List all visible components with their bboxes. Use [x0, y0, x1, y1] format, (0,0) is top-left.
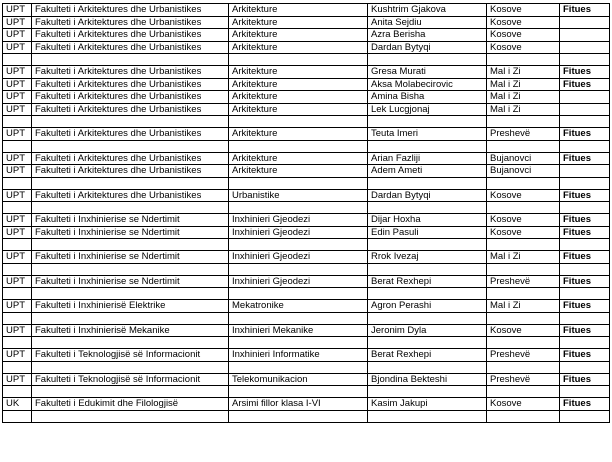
- table-row: [3, 91, 610, 104]
- country-cell: Mal i Zi: [487, 300, 560, 313]
- faculty-cell: Fakulteti i Inxhinierise se Ndertimit: [32, 214, 229, 227]
- table-row: [3, 386, 610, 398]
- table-row: [3, 349, 610, 362]
- university-cell: UPT: [3, 91, 32, 104]
- faculty-cell: [32, 177, 229, 189]
- program-cell: Urbanistike: [229, 189, 368, 202]
- table-row: [3, 140, 610, 152]
- student-name-cell: Dardan Bytyqi: [368, 189, 487, 202]
- table-row: [3, 165, 610, 178]
- country-cell: Mal i Zi: [487, 103, 560, 116]
- faculty-cell: [32, 361, 229, 373]
- university-cell: UPT: [3, 16, 32, 29]
- student-name-cell: Gresa Murati: [368, 66, 487, 79]
- university-cell: UPT: [3, 373, 32, 386]
- table-row: [3, 324, 610, 337]
- status-cell: [560, 16, 610, 29]
- program-cell: [229, 239, 368, 251]
- status-cell: Fitues: [560, 78, 610, 91]
- status-cell: Fitues: [560, 226, 610, 239]
- program-cell: Arsimi fillor klasa I-VI: [229, 398, 368, 411]
- university-cell: [3, 410, 32, 422]
- university-cell: UPT: [3, 66, 32, 79]
- status-cell: Fitues: [560, 251, 610, 264]
- university-cell: UPT: [3, 324, 32, 337]
- faculty-cell: Fakulteti i Arkitektures dhe Urbanistikes: [32, 189, 229, 202]
- student-name-cell: [368, 239, 487, 251]
- program-cell: Inxhinieri Mekanike: [229, 324, 368, 337]
- program-cell: [229, 116, 368, 128]
- table-row: [3, 66, 610, 79]
- table-row: [3, 16, 610, 29]
- faculty-cell: Fakulteti i Arkitektures dhe Urbanistikes: [32, 4, 229, 17]
- student-name-cell: Lek Lucgjonaj: [368, 103, 487, 116]
- country-cell: Preshevë: [487, 275, 560, 288]
- country-cell: [487, 386, 560, 398]
- country-cell: [487, 54, 560, 66]
- student-name-cell: Jeronim Dyla: [368, 324, 487, 337]
- university-cell: [3, 337, 32, 349]
- faculty-cell: Fakulteti i Inxhinierisë Mekanike: [32, 324, 229, 337]
- program-cell: Arkitekture: [229, 66, 368, 79]
- table-row: [3, 78, 610, 91]
- faculty-cell: Fakulteti i Arkitektures dhe Urbanistikes: [32, 103, 229, 116]
- student-name-cell: Berat Rexhepi: [368, 349, 487, 362]
- university-cell: [3, 140, 32, 152]
- country-cell: Mal i Zi: [487, 66, 560, 79]
- university-cell: [3, 177, 32, 189]
- faculty-cell: [32, 263, 229, 275]
- university-cell: [3, 361, 32, 373]
- country-cell: [487, 337, 560, 349]
- program-cell: Arkitekture: [229, 29, 368, 42]
- faculty-cell: Fakulteti i Teknologjisë së Informacionit: [32, 373, 229, 386]
- university-cell: UPT: [3, 251, 32, 264]
- university-cell: UPT: [3, 78, 32, 91]
- table-row: [3, 189, 610, 202]
- table-row: [3, 398, 610, 411]
- university-cell: UPT: [3, 189, 32, 202]
- status-cell: [560, 91, 610, 104]
- faculty-cell: Fakulteti i Arkitektures dhe Urbanistikes: [32, 41, 229, 54]
- country-cell: Kosove: [487, 29, 560, 42]
- results-table-body: [3, 4, 610, 423]
- faculty-cell: Fakulteti i Teknologjisë së Informacionit: [32, 349, 229, 362]
- program-cell: Arkitekture: [229, 4, 368, 17]
- status-cell: [560, 361, 610, 373]
- table-row: [3, 288, 610, 300]
- program-cell: Inxhinieri Gjeodezi: [229, 226, 368, 239]
- country-cell: [487, 410, 560, 422]
- student-name-cell: Anita Sejdiu: [368, 16, 487, 29]
- faculty-cell: Fakulteti i Inxhinierisë Elektrike: [32, 300, 229, 313]
- table-row: [3, 4, 610, 17]
- table-row: [3, 116, 610, 128]
- status-cell: Fitues: [560, 66, 610, 79]
- university-cell: UPT: [3, 128, 32, 141]
- university-cell: [3, 288, 32, 300]
- program-cell: Arkitekture: [229, 41, 368, 54]
- program-cell: Arkitekture: [229, 165, 368, 178]
- program-cell: [229, 202, 368, 214]
- status-cell: [560, 177, 610, 189]
- faculty-cell: [32, 337, 229, 349]
- university-cell: UPT: [3, 29, 32, 42]
- country-cell: Kosove: [487, 4, 560, 17]
- table-row: [3, 337, 610, 349]
- university-cell: UPT: [3, 300, 32, 313]
- faculty-cell: [32, 288, 229, 300]
- table-row: [3, 239, 610, 251]
- faculty-cell: Fakulteti i Arkitektures dhe Urbanistikes: [32, 16, 229, 29]
- student-name-cell: [368, 177, 487, 189]
- university-cell: [3, 202, 32, 214]
- status-cell: Fitues: [560, 4, 610, 17]
- faculty-cell: Fakulteti i Arkitektures dhe Urbanistikes: [32, 165, 229, 178]
- faculty-cell: Fakulteti i Arkitektures dhe Urbanistikes: [32, 78, 229, 91]
- status-cell: [560, 103, 610, 116]
- country-cell: Preshevë: [487, 349, 560, 362]
- student-name-cell: Dardan Bytyqi: [368, 41, 487, 54]
- country-cell: Mal i Zi: [487, 251, 560, 264]
- country-cell: Kosove: [487, 41, 560, 54]
- program-cell: Telekomunikacion: [229, 373, 368, 386]
- status-cell: [560, 140, 610, 152]
- university-cell: UPT: [3, 214, 32, 227]
- status-cell: Fitues: [560, 398, 610, 411]
- university-cell: UPT: [3, 349, 32, 362]
- country-cell: Preshevë: [487, 373, 560, 386]
- country-cell: [487, 361, 560, 373]
- student-name-cell: Dijar Hoxha: [368, 214, 487, 227]
- status-cell: [560, 410, 610, 422]
- table-row: [3, 214, 610, 227]
- status-cell: [560, 312, 610, 324]
- faculty-cell: Fakulteti i Arkitektures dhe Urbanistikes: [32, 66, 229, 79]
- student-name-cell: [368, 116, 487, 128]
- program-cell: [229, 386, 368, 398]
- student-name-cell: [368, 410, 487, 422]
- student-name-cell: Aksa Molabecirovic: [368, 78, 487, 91]
- status-cell: [560, 116, 610, 128]
- faculty-cell: Fakulteti i Arkitektures dhe Urbanistikes: [32, 128, 229, 141]
- faculty-cell: [32, 54, 229, 66]
- faculty-cell: [32, 239, 229, 251]
- country-cell: Bujanovci: [487, 165, 560, 178]
- faculty-cell: [32, 202, 229, 214]
- status-cell: Fitues: [560, 189, 610, 202]
- program-cell: [229, 361, 368, 373]
- program-cell: Arkitekture: [229, 91, 368, 104]
- status-cell: Fitues: [560, 349, 610, 362]
- program-cell: [229, 177, 368, 189]
- faculty-cell: [32, 410, 229, 422]
- status-cell: [560, 165, 610, 178]
- student-name-cell: Kushtrim Gjakova: [368, 4, 487, 17]
- program-cell: Inxhinieri Gjeodezi: [229, 275, 368, 288]
- table-row: [3, 152, 610, 165]
- program-cell: [229, 54, 368, 66]
- university-cell: [3, 54, 32, 66]
- country-cell: Kosove: [487, 398, 560, 411]
- student-name-cell: [368, 361, 487, 373]
- program-cell: [229, 288, 368, 300]
- country-cell: Kosove: [487, 16, 560, 29]
- program-cell: [229, 140, 368, 152]
- faculty-cell: Fakulteti i Inxhinierise se Ndertimit: [32, 226, 229, 239]
- student-name-cell: [368, 288, 487, 300]
- table-row: [3, 177, 610, 189]
- status-cell: [560, 263, 610, 275]
- university-cell: UPT: [3, 226, 32, 239]
- status-cell: [560, 41, 610, 54]
- status-cell: [560, 54, 610, 66]
- table-row: [3, 312, 610, 324]
- university-cell: [3, 116, 32, 128]
- student-name-cell: Kasim Jakupi: [368, 398, 487, 411]
- program-cell: Inxhinieri Gjeodezi: [229, 251, 368, 264]
- university-cell: [3, 263, 32, 275]
- student-name-cell: [368, 337, 487, 349]
- country-cell: [487, 239, 560, 251]
- country-cell: [487, 263, 560, 275]
- faculty-cell: [32, 140, 229, 152]
- faculty-cell: Fakulteti i Edukimit dhe Filologjisë: [32, 398, 229, 411]
- table-row: [3, 202, 610, 214]
- table-row: [3, 373, 610, 386]
- university-cell: UPT: [3, 165, 32, 178]
- student-name-cell: Teuta Imeri: [368, 128, 487, 141]
- country-cell: [487, 202, 560, 214]
- table-row: [3, 410, 610, 422]
- student-name-cell: [368, 386, 487, 398]
- student-name-cell: Amina Bisha: [368, 91, 487, 104]
- faculty-cell: Fakulteti i Arkitektures dhe Urbanistikes: [32, 29, 229, 42]
- university-cell: [3, 312, 32, 324]
- university-cell: UPT: [3, 4, 32, 17]
- program-cell: Inxhinieri Gjeodezi: [229, 214, 368, 227]
- country-cell: Preshevë: [487, 128, 560, 141]
- country-cell: Kosove: [487, 214, 560, 227]
- program-cell: Mekatronike: [229, 300, 368, 313]
- university-cell: UPT: [3, 41, 32, 54]
- student-name-cell: [368, 54, 487, 66]
- country-cell: [487, 140, 560, 152]
- faculty-cell: [32, 116, 229, 128]
- country-cell: [487, 177, 560, 189]
- country-cell: [487, 116, 560, 128]
- faculty-cell: Fakulteti i Inxhinierise se Ndertimit: [32, 275, 229, 288]
- program-cell: Arkitekture: [229, 78, 368, 91]
- faculty-cell: Fakulteti i Arkitektures dhe Urbanistikes: [32, 152, 229, 165]
- status-cell: Fitues: [560, 152, 610, 165]
- student-name-cell: Bjondina Bekteshi: [368, 373, 487, 386]
- status-cell: [560, 288, 610, 300]
- program-cell: Inxhinieri Informatike: [229, 349, 368, 362]
- table-row: [3, 103, 610, 116]
- status-cell: Fitues: [560, 373, 610, 386]
- program-cell: Arkitekture: [229, 128, 368, 141]
- table-row: [3, 275, 610, 288]
- faculty-cell: Fakulteti i Inxhinierise se Ndertimit: [32, 251, 229, 264]
- status-cell: Fitues: [560, 300, 610, 313]
- status-cell: [560, 337, 610, 349]
- table-row: [3, 54, 610, 66]
- status-cell: Fitues: [560, 324, 610, 337]
- table-row: [3, 29, 610, 42]
- program-cell: Arkitekture: [229, 152, 368, 165]
- program-cell: [229, 263, 368, 275]
- country-cell: Mal i Zi: [487, 91, 560, 104]
- country-cell: Kosove: [487, 189, 560, 202]
- university-cell: UPT: [3, 152, 32, 165]
- student-name-cell: Agron Perashi: [368, 300, 487, 313]
- status-cell: Fitues: [560, 275, 610, 288]
- status-cell: [560, 202, 610, 214]
- results-table: [2, 3, 610, 423]
- table-row: [3, 226, 610, 239]
- university-cell: UPT: [3, 275, 32, 288]
- table-row: [3, 128, 610, 141]
- student-name-cell: [368, 140, 487, 152]
- student-name-cell: Rrok Ivezaj: [368, 251, 487, 264]
- student-name-cell: [368, 263, 487, 275]
- student-name-cell: Edin Pasuli: [368, 226, 487, 239]
- table-row: [3, 41, 610, 54]
- program-cell: [229, 312, 368, 324]
- country-cell: Kosove: [487, 226, 560, 239]
- student-name-cell: Adem Ameti: [368, 165, 487, 178]
- program-cell: Arkitekture: [229, 16, 368, 29]
- table-row: [3, 300, 610, 313]
- status-cell: Fitues: [560, 214, 610, 227]
- status-cell: [560, 386, 610, 398]
- student-name-cell: [368, 312, 487, 324]
- country-cell: Mal i Zi: [487, 78, 560, 91]
- program-cell: [229, 410, 368, 422]
- country-cell: [487, 312, 560, 324]
- country-cell: [487, 288, 560, 300]
- program-cell: Arkitekture: [229, 103, 368, 116]
- university-cell: UK: [3, 398, 32, 411]
- faculty-cell: [32, 312, 229, 324]
- status-cell: [560, 29, 610, 42]
- university-cell: [3, 239, 32, 251]
- table-row: [3, 251, 610, 264]
- program-cell: [229, 337, 368, 349]
- status-cell: Fitues: [560, 128, 610, 141]
- student-name-cell: [368, 202, 487, 214]
- student-name-cell: Arian Fazliji: [368, 152, 487, 165]
- university-cell: UPT: [3, 103, 32, 116]
- student-name-cell: Berat Rexhepi: [368, 275, 487, 288]
- status-cell: [560, 239, 610, 251]
- table-row: [3, 263, 610, 275]
- student-name-cell: Azra Berisha: [368, 29, 487, 42]
- country-cell: Bujanovci: [487, 152, 560, 165]
- faculty-cell: Fakulteti i Arkitektures dhe Urbanistikes: [32, 91, 229, 104]
- faculty-cell: [32, 386, 229, 398]
- country-cell: Kosove: [487, 324, 560, 337]
- table-row: [3, 361, 610, 373]
- university-cell: [3, 386, 32, 398]
